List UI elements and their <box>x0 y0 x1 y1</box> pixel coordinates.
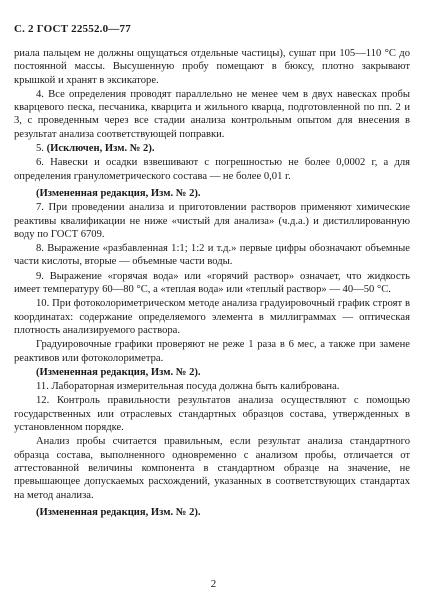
paragraph-5 <box>14 142 410 155</box>
paragraph-5-number: 5. <box>36 143 47 155</box>
page-number: 2 <box>210 578 217 590</box>
paragraph-8: 8. Выражение «разбавленная 1:1; 1:2 и т.д.» первые цифры обозначают объемные части кислоты, вторые — объемные части воды. <box>14 243 410 268</box>
paragraph-12-continued: Анализ пробы считается правильным, если результат анализа стандартного образца состава, выполненного одновременно с анализом пробы, отличается от аттестованной величины компонента в стандартном образце на значение, не превышающее допускаемых расхождений, указанных в соответствующих стандартах на метод анализа. <box>14 436 410 501</box>
paragraph-6: 6. Навески и осадки взвешивают с погрешностью не более 0,0002 г, а для определения гранулометрического состава — не более 0,01 г. <box>14 157 410 182</box>
paragraph-9: 9. Выражение «горячая вода» или «горячий раствор» означает, что жидкость имеет температуру 60—80 °С, а «теплая вода» или «теплый раствор» — 40—50 °С. <box>14 270 410 296</box>
paragraph-5-text: (Исключен, Изм. № 2). <box>46 143 155 155</box>
amendment-note: (Измененная редакция, Изм. № 2). <box>36 187 201 199</box>
paragraph-10: 10. При фотоколориметрическом методе анализа градуировочный график строят в координатах: содержание определяемого элемента в миллиграммах — оптическая плотность анализируемого раствора. <box>14 298 410 336</box>
paragraph-4: 4. Все определения проводят параллельно не менее чем в двух навесках пробы кварцевого песка, песчаника, кварцита и жильного кварца, подготовленной по пп. 2 и 3, с проведенным через все стадии анализа контрольным опытом для внесения в результат анализа соответствующей поправки. <box>14 88 410 140</box>
amendment-note: (Измененная редакция, Изм. № 2). <box>36 366 201 378</box>
document-body <box>14 47 410 520</box>
paragraph-continuation: риала пальцем не должны ощущаться отдельные частицы), сушат при 105—110 °С до постоянной массы. Высушенную пробу помещают в бюксу, плотно закрывают крышкой и хранят в эксикаторе. <box>14 48 410 86</box>
amendment-note: (Измененная редакция, Изм. № 2). <box>36 506 201 518</box>
paragraph-11: 11. Лабораторная измерительная посуда должна быть калибрована. <box>36 381 340 393</box>
paragraph-12: 12. Контроль правильности результатов анализа осуществляют с помощью государственных или отраслевых стандартных образцов состава, утвержденных в установленном порядке. <box>14 395 410 434</box>
paragraph-10-continued: Градуировочные графики проверяют не реже 1 раза в 6 мес, а также при замене реактивов или фотоколориметра. <box>14 339 410 364</box>
paragraph-7: 7. При проведении анализа и приготовлении растворов применяют химические реактивы квалификации не ниже «чистый для анализа» (ч.д.а.) и дистиллированную воду по ГОСТ 6709. <box>14 202 410 240</box>
page-header: С. 2 ГОСТ 22552.0—77 <box>14 23 131 35</box>
